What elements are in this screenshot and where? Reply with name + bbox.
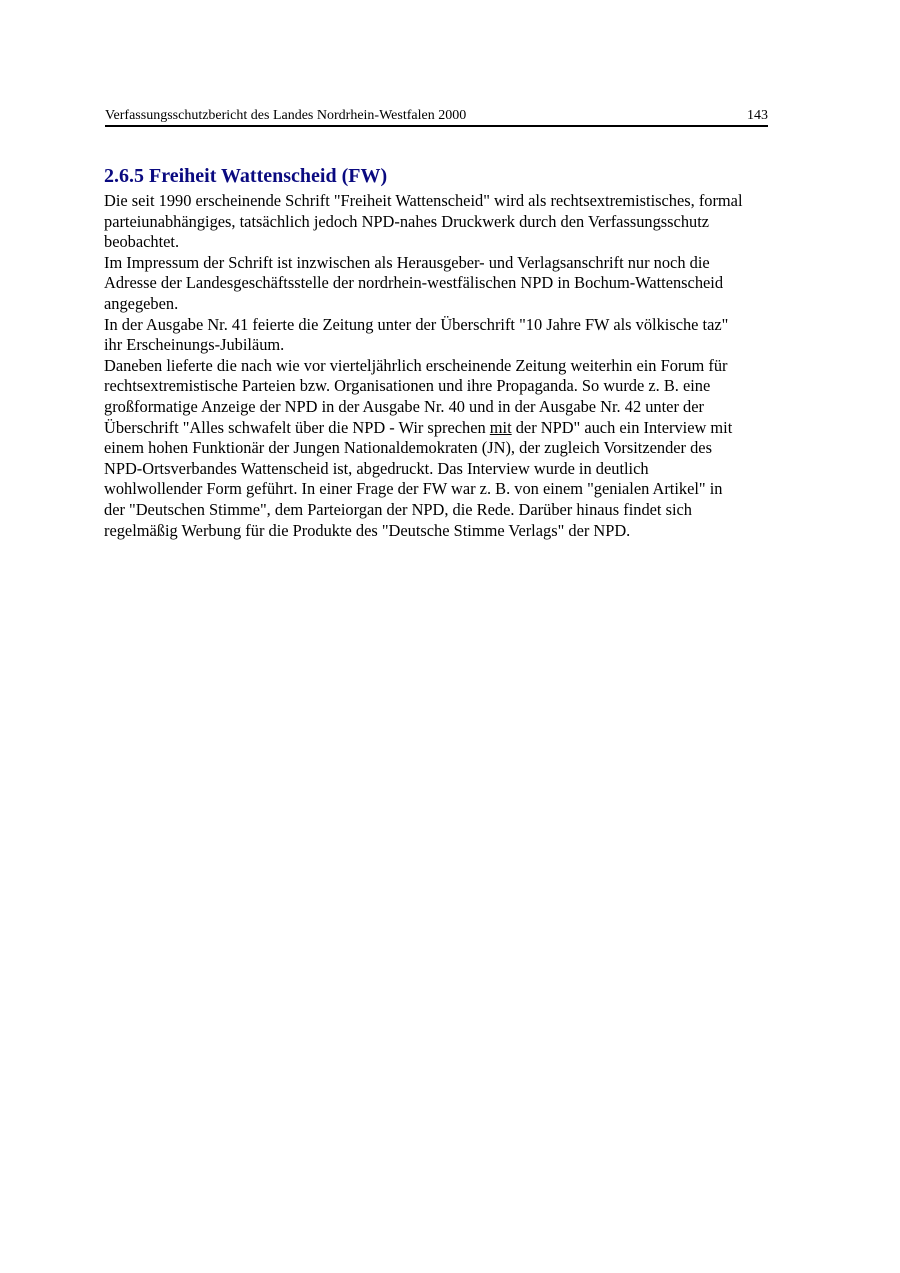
body-text	[104, 191, 804, 541]
underlined-word: mit	[489, 417, 512, 437]
text-line: Adresse der Landesgeschäftsstelle der nordrhein-westfälischen NPD in Bochum-Wattenscheid	[104, 273, 724, 293]
header-title: Verfassungsschutzbericht des Landes Nordrhein-Westfalen 2000	[105, 108, 467, 123]
text-line: Die seit 1990 erscheinende Schrift "Freiheit Wattenscheid" wird als rechtsextremistisches, formal	[104, 191, 743, 210]
text-segment: Überschrift "Alles schwafelt über die NPD - Wir sprechen	[104, 417, 490, 437]
text-line: In der Ausgabe Nr. 41 feierte die Zeitung unter der Überschrift "10 Jahre FW als völkische taz"	[104, 314, 729, 334]
paragraph-1	[104, 191, 804, 253]
text-line: regelmäßig Werbung für die Produkte des "Deutsche Stimme Verlags" der NPD.	[104, 520, 631, 540]
text-line: einem hohen Funktionär der Jungen Nationaldemokraten (JN), der zugleich Vorsitzender des	[104, 438, 712, 458]
text-line: Im Impressum der Schrift ist inzwischen als Herausgeber- und Verlagsanschrift nur noch die	[104, 252, 710, 272]
text-line: der "Deutschen Stimme", dem Parteiorgan der NPD, die Rede. Darüber hinaus findet sich	[104, 499, 692, 519]
text-line: rechtsextremistische Parteien bzw. Organisationen und ihre Propaganda. So wurde z. B. eine	[104, 376, 711, 396]
paragraph-2	[104, 253, 804, 315]
text-line-with-emphasis	[104, 418, 804, 439]
text-line: großformatige Anzeige der NPD in der Ausgabe Nr. 40 und in der Ausgabe Nr. 42 unter der	[104, 396, 704, 416]
paragraph-4	[104, 356, 804, 541]
text-segment: der NPD" auch ein Interview mit	[511, 417, 733, 437]
text-line: wohlwollender Form geführt. In einer Frage der FW war z. B. von einem "genialen Artikel" in	[104, 479, 723, 499]
text-line: ihr Erscheinungs-Jubiläum.	[104, 335, 285, 355]
text-line: angegeben.	[104, 293, 179, 313]
section-heading: 2.6.5 Freiheit Wattenscheid (FW)	[104, 165, 388, 187]
text-line: beobachtet.	[104, 232, 180, 252]
text-line: parteiunabhängiges, tatsächlich jedoch NPD-nahes Druckwerk durch den Verfassungsschutz	[104, 211, 710, 231]
text-line: NPD-Ortsverbandes Wattenscheid ist, abgedruckt. Das Interview wurde in deutlich	[104, 458, 649, 478]
page-number: 143	[747, 108, 768, 123]
running-header	[105, 107, 768, 127]
paragraph-3	[104, 315, 804, 356]
text-line: Daneben lieferte die nach wie vor vierteljährlich erscheinende Zeitung weiterhin ein Forum für	[104, 355, 728, 375]
